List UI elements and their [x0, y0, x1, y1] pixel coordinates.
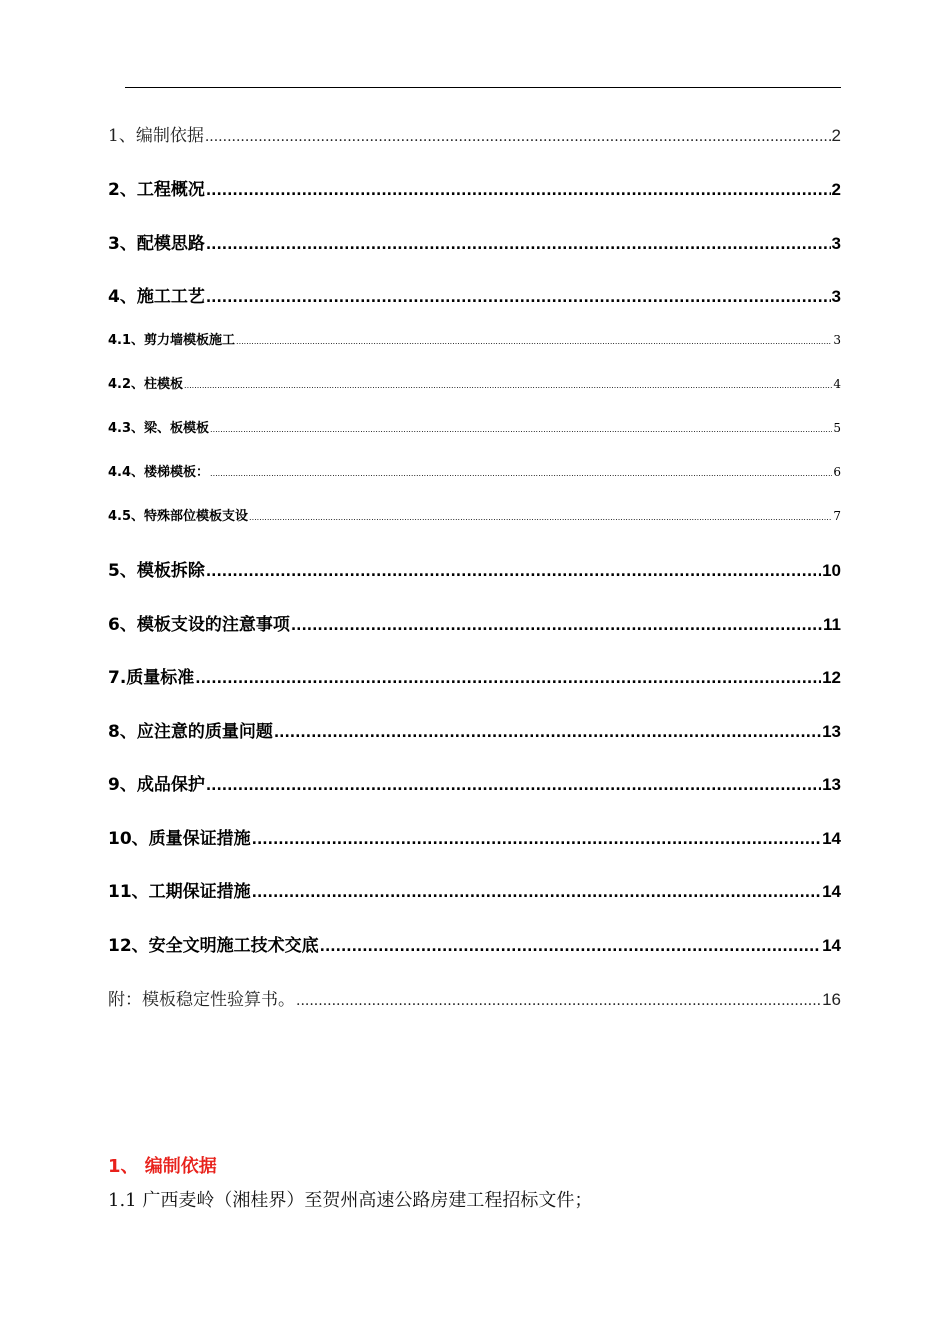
toc-entry[interactable] [108, 422, 841, 435]
toc-entry-page: 6 [833, 465, 841, 479]
toc-entry-page: 13 [822, 722, 841, 741]
toc-entry-page: 3 [833, 333, 841, 347]
toc-entry[interactable] [108, 378, 841, 391]
toc-entry-label: 9、成品保护 [108, 775, 205, 795]
toc-leader-dots [210, 426, 832, 434]
toc-entry[interactable] [108, 991, 841, 1009]
toc-entry[interactable] [108, 181, 841, 199]
body-paragraph: 1.1 广西麦岭（湘桂界）至贺州高速公路房建工程招标文件； [108, 1190, 593, 1211]
toc-entry-page: 16 [822, 990, 841, 1009]
toc-leader-dots [205, 130, 831, 144]
toc-entry[interactable] [108, 334, 841, 347]
toc-entry[interactable] [108, 937, 841, 955]
toc-leader-dots [206, 779, 821, 793]
toc-leader-dots [291, 619, 822, 633]
toc-entry-page: 14 [822, 936, 841, 955]
toc-entry-label: 1、编制依据 [108, 126, 204, 146]
toc-entry-page: 3 [831, 234, 841, 253]
toc-entry-label: 4.3、梁、板模板 [108, 421, 210, 436]
toc-entry-label: 7.质量标准 [108, 668, 195, 688]
toc-entry-label: 附：模板稳定性验算书。 [108, 990, 295, 1010]
toc-leader-dots [206, 565, 821, 579]
toc-entry-label: 12、安全文明施工技术交底 [108, 936, 319, 956]
toc-entry-page: 2 [831, 180, 841, 199]
toc-entry-label: 8、应注意的质量问题 [108, 722, 273, 742]
toc-entry-page: 14 [822, 882, 841, 901]
toc-entry-page: 4 [833, 377, 841, 391]
toc-entry-label: 5、模板拆除 [108, 561, 205, 581]
toc-leader-dots [206, 184, 831, 198]
toc-entry[interactable] [108, 776, 841, 794]
toc-leader-dots [210, 470, 832, 478]
toc-entry-page: 10 [822, 561, 841, 580]
toc-leader-dots [252, 886, 821, 900]
toc-leader-dots [296, 994, 821, 1008]
toc-leader-dots [274, 726, 821, 740]
toc-entry-page: 5 [833, 421, 841, 435]
toc-leader-dots [184, 382, 832, 390]
toc-entry-label: 3、配模思路 [108, 234, 205, 254]
toc-leader-dots [249, 514, 832, 522]
toc-leader-dots [206, 291, 831, 305]
toc-leader-dots [206, 238, 831, 252]
toc-entry-page: 3 [831, 287, 841, 306]
toc-entry-page: 14 [822, 829, 841, 848]
toc-entry-page: 11 [823, 615, 841, 634]
toc-leader-dots [236, 338, 832, 346]
table-of-contents [108, 0, 841, 1344]
section-heading: 1、 编制依据 [108, 1156, 217, 1177]
toc-entry-page: 12 [822, 668, 841, 687]
toc-entry[interactable] [108, 616, 841, 634]
toc-entry[interactable] [108, 510, 841, 523]
toc-entry[interactable] [108, 235, 841, 253]
toc-entry[interactable] [108, 288, 841, 306]
toc-entry-label: 4.1、剪力墙模板施工 [108, 333, 236, 348]
toc-entry-label: 11、工期保证措施 [108, 882, 251, 902]
toc-entry[interactable] [108, 723, 841, 741]
toc-entry-page: 7 [833, 509, 841, 523]
toc-entry-label: 4.5、特殊部位模板支设 [108, 509, 249, 524]
toc-leader-dots [195, 672, 821, 686]
toc-entry[interactable] [108, 830, 841, 848]
toc-entry-label: 10、质量保证措施 [108, 829, 251, 849]
toc-entry[interactable] [108, 883, 841, 901]
toc-entry-page: 2 [831, 126, 841, 145]
toc-entry-label: 2、工程概况 [108, 180, 205, 200]
toc-entry-label: 4.2、柱模板 [108, 377, 184, 392]
toc-entry[interactable] [108, 562, 841, 580]
toc-entry-page: 13 [822, 775, 841, 794]
toc-entry[interactable] [108, 669, 841, 687]
toc-entry-label: 6、模板支设的注意事项 [108, 615, 290, 635]
toc-entry-label: 4、施工工艺 [108, 287, 205, 307]
toc-entry[interactable] [108, 127, 841, 145]
toc-leader-dots [320, 940, 821, 954]
toc-leader-dots [252, 833, 821, 847]
toc-entry[interactable] [108, 466, 841, 479]
toc-entry-label: 4.4、楼梯模板： [108, 465, 210, 480]
